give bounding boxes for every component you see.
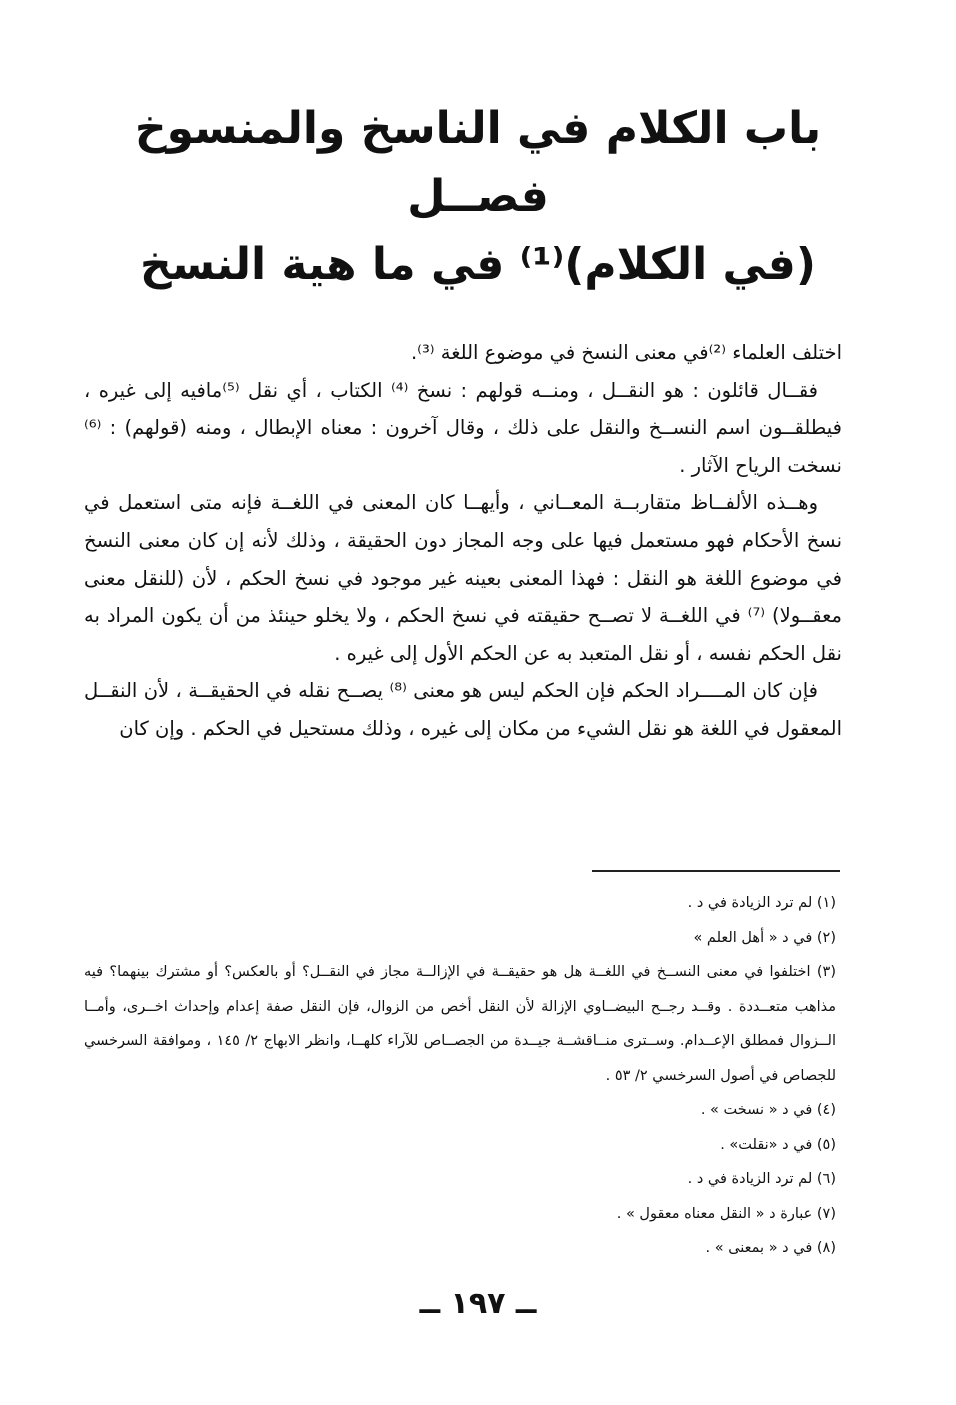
page-number: ــ ١٩٧ ــ xyxy=(419,1286,537,1321)
footnote-1: (١) لم ترد الزيادة في د . xyxy=(687,895,836,911)
body-text xyxy=(84,334,842,748)
paragraph-3: وهــذه الألفــاظ متقاربــة المعــاني ، وأيهــا كان المعنى في اللغــة فإنه متى استعمل في نسخ الأحكام فهو مستعمل فيها على وجه المجاز دون الحقيقة ، وذلك لأنه إن كان معنى النسخ في موضوع اللغة هو النقل : فهذا المعنى بعينه غير موجود في نسخ الحكم ، لأن (للنقل معنى معقــولا) ⁽⁷⁾ في اللغــة لا تصــح حقيقته في نسخ الحكم ، ولا يخلو حينئذ من أن يكون المراد به نقل الحكم نفسه ، أو نقل المتعبد به عن الحكم الأول إلى غيره . xyxy=(84,491,843,665)
footnote-7: (٧) عبارة د « النقل معناه معقول » . xyxy=(616,1205,836,1222)
footnote-4: (٤) في د « نسخت » . xyxy=(700,1102,836,1118)
footnote-8: (٨) في د « بمعنى » . xyxy=(705,1240,836,1256)
chapter-title: باب الكلام في الناسخ والمنسوخ xyxy=(134,103,822,154)
section-heading: فصــل xyxy=(407,171,549,222)
footnote-divider xyxy=(592,870,840,872)
footnote-6: (٦) لم ترد الزيادة في د . xyxy=(687,1171,836,1187)
footnote-3: (٣) اختلفوا في معنى النســخ في اللغــة هل هو حقيقــة في الإزالــة مجاز في النقــل؟ أو بالعكس؟ أو مشترك بينهما؟ فيه مذاهب متعــددة . وقــد رجــح البيضــاوي الإزالة لأن النقل أخص من الزوال، فإن النقل صفة إعدام وإحداث اخــرى، وأمــا الــزوال فمطلق الإعــدام. وســترى منــاقشــة جيــدة من الجصــاص للآراء كلهــا، وانظر الابهاج ٢/ ١٤٥ ، وموافقة السرخسي للجصاص في أصول السرخسي ٢/ ٥٣ . xyxy=(84,964,837,1084)
footnote-2: (٢) في د « أهل العلم » xyxy=(693,929,836,946)
paragraph-1: اختلف العلماء ⁽²⁾في معنى النسخ في موضوع اللغة ⁽³⁾. xyxy=(410,341,842,364)
headings-block xyxy=(110,95,846,299)
footnotes xyxy=(84,886,836,1266)
paragraph-4: فإن كان المــــراد الحكم فإن الحكم ليس هو معنى ⁽⁸⁾ يصــح نقله في الحقيقــة ، لأن النقــل المعقول في اللغة هو نقل الشيء من مكان إلى غيره ، وذلك مستحيل في الحكم . وإن كان xyxy=(84,679,842,740)
section-subtitle: (في الكلام)⁽¹⁾ في ما هية النسخ xyxy=(140,239,816,290)
footnote-5: (٥) في د «نقلت» . xyxy=(720,1136,836,1153)
paragraph-2: فقــال قائلون : هو النقــل ، ومنــه قولهم : نسخ ⁽⁴⁾ الكتاب ، أي نقل ⁽⁵⁾مافيه إلى غيره ، فيطلقــون اسم النســخ والنقل على ذلك ، وقال آخرون : معناه الإبطال ، ومنه (قولهم) : ⁽⁶⁾ نسخت الرياح الآثار . xyxy=(84,378,842,477)
